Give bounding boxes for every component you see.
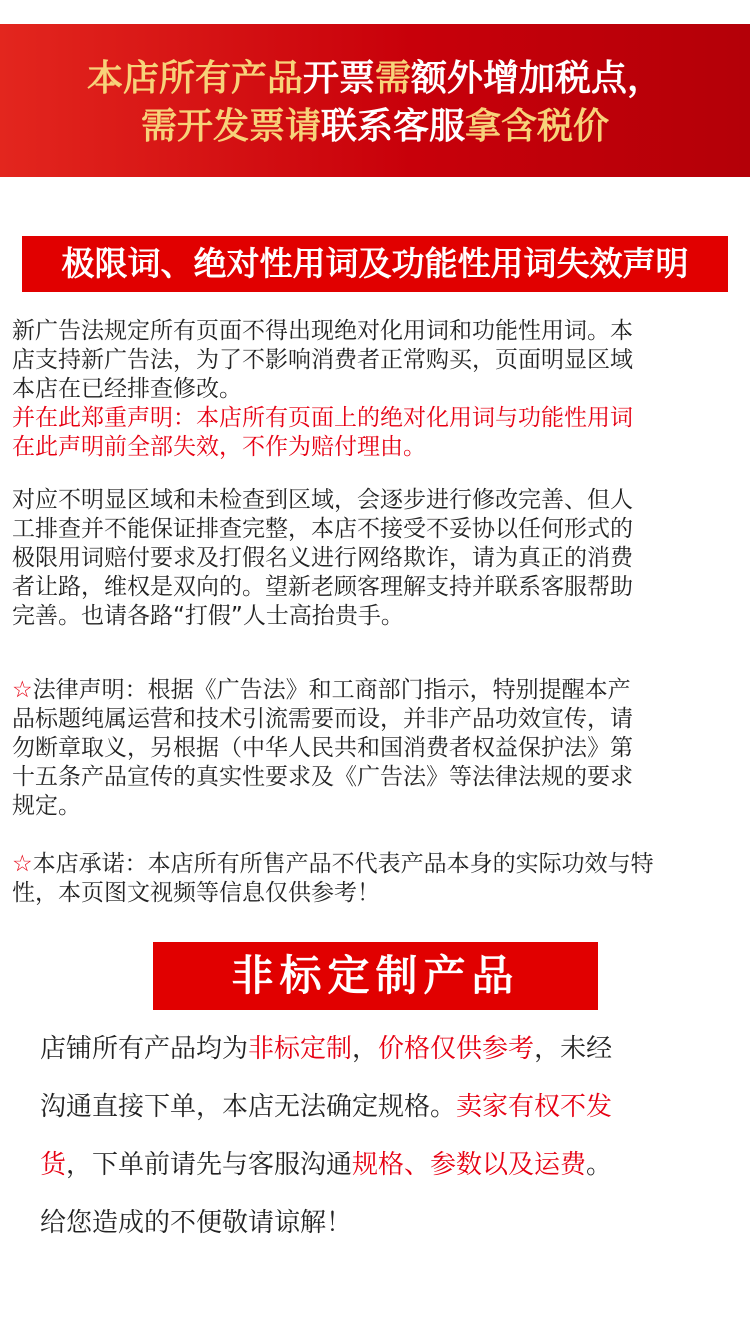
paragraph-line: 店支持新广告法，为了不影响消费者正常购买，页面明显区域 <box>12 347 633 373</box>
declaration-title: 极限词、绝对性用词及功能性用词失效声明 <box>22 236 728 292</box>
paragraph-line: 十五条产品宣传的真实性要求及《广告法》等法律法规的要求 <box>12 764 633 790</box>
banner-segment: 需 <box>375 58 412 99</box>
notice-line <box>40 1020 730 1078</box>
banner-segment: 额外增加税点， <box>411 58 664 99</box>
notice-highlight: 卖家有权不发 <box>456 1092 613 1122</box>
notice-text: 店铺所有产品均为 <box>40 1034 249 1064</box>
banner-line-2 <box>0 103 750 151</box>
banner-segment: 联系客服 <box>320 106 465 147</box>
declaration-paragraph-2 <box>12 486 740 631</box>
star-icon: ☆ <box>12 677 33 703</box>
paragraph-line: 新广告法规定所有页面不得出现绝对化用词和功能性用词。本 <box>12 318 633 344</box>
paragraph-line-red: 在此声明前全部失效，不作为赔付理由。 <box>12 434 426 460</box>
store-promise <box>12 850 740 908</box>
notice-highlight: 价格仅供参考 <box>378 1034 535 1064</box>
paragraph-line: 者让路，维权是双向的。望新老顾客理解支持并联系客服帮助 <box>12 574 633 600</box>
banner-segment: 拿含税价 <box>465 106 610 147</box>
banner-segment: 本店所有产品 <box>86 58 303 99</box>
paragraph-line: 法律声明：根据《广告法》和工商部门指示，特别提醒本产 <box>32 677 631 703</box>
paragraph-line: 本店承诺：本店所有所售产品不代表产品本身的实际功效与特 <box>32 851 654 877</box>
paragraph-line: 极限用词赔付要求及打假名义进行网络欺诈，请为真正的消费 <box>12 545 633 571</box>
declaration-paragraph-1 <box>12 317 740 462</box>
paragraph-line: 性，本页图文视频等信息仅供参考！ <box>12 880 380 906</box>
star-icon: ☆ <box>12 851 33 877</box>
paragraph-line: 规定。 <box>12 793 81 819</box>
notice-highlight: 非标定制 <box>248 1034 353 1064</box>
notice-text: ， <box>352 1034 379 1064</box>
paragraph-line: 品标题纯属运营和技术引流需要而设，并非产品功效宣传，请 <box>12 706 633 732</box>
banner-segment: 需开发票请 <box>140 106 321 147</box>
notice-text: 。 <box>586 1150 613 1180</box>
notice-line <box>40 1078 730 1136</box>
paragraph-line: 勿断章取义，另根据（中华人民共和国消费者权益保护法》第 <box>12 735 633 761</box>
paragraph-line: 工排查并不能保证排查完整，本店不接受不妥协以任何形式的 <box>12 516 633 542</box>
notice-line <box>40 1194 730 1252</box>
paragraph-line-red: 并在此郑重声明：本店所有页面上的绝对化用词与功能性用词 <box>12 405 633 431</box>
paragraph-line: 本店在已经排查修改。 <box>12 376 242 402</box>
tax-notice-banner <box>0 24 750 177</box>
notice-line <box>40 1136 730 1194</box>
notice-text: 给您造成的不便敬请谅解！ <box>40 1208 353 1238</box>
legal-statement <box>12 676 740 821</box>
banner-segment: 开票 <box>302 58 375 99</box>
notice-text: 沟通直接下单，本店无法确定规格。 <box>40 1092 457 1122</box>
custom-product-notice <box>40 1020 730 1252</box>
notice-text: ，下单前请先与客服沟通 <box>66 1150 353 1180</box>
notice-text: ，未经 <box>534 1034 613 1064</box>
paragraph-line: 对应不明显区域和未检查到区域，会逐步进行修改完善、但人 <box>12 487 633 513</box>
custom-product-title: 非标定制产品 <box>153 942 598 1010</box>
notice-highlight: 货 <box>40 1150 67 1180</box>
paragraph-line: 完善。也请各路“打假”人士高抬贵手。 <box>12 603 404 629</box>
banner-line-1 <box>0 24 750 103</box>
notice-highlight: 规格、参数以及运费 <box>352 1150 587 1180</box>
